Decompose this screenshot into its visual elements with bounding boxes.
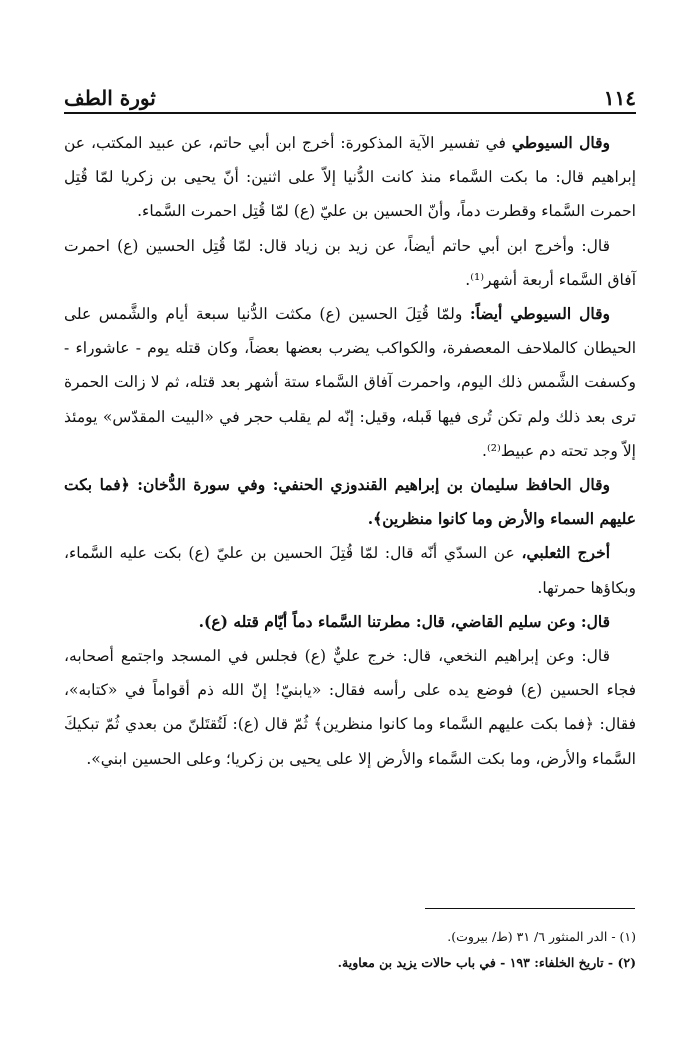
paragraph-text: قال: وأخرج ابن أبي حاتم أيضاً، عن زيد بن زياد قال: لمّا قُتِل الحسين (ع) احمرت آفاق السَّماء أربعة أشهر⁽¹⁾. [64, 236, 636, 289]
page-header [64, 78, 636, 110]
header-rule [64, 112, 636, 114]
footnote-separator [425, 908, 635, 909]
paragraph [64, 229, 636, 297]
footnote: (١) - الدر المنثور ٦/ ٣١ (ط/ بيروت). [447, 929, 636, 944]
paragraph [64, 468, 636, 536]
paragraph-lead: وقال الحافظ سليمان بن إبراهيم القندوزي الحنفي: [272, 475, 610, 495]
paragraph-lead: وقال السيوطي [511, 133, 611, 152]
paragraph-text: ولمّا قُتِلَ الحسين (ع) مكثت الدُّنيا سبعة أيام والشَّمس على الحيطان كالملاحف المعصفرة، والكواكب يضرب بعضها بعضاً، وكان قتله يوم - عاشوراء - وكسفت الشَّمس ذلك اليوم، واحمرت آفاق السَّماء ستة أشهر بعد قتله، ثم لا زالت الحمرة ترى بعد ذلك ولم تكن تُرى فيها قَبله، وقيل: إنّه لم يقلب حجر في «البيت المقدّس» يومئذ إلاّ وجد تحته دم عبيط⁽²⁾. [64, 305, 636, 460]
paragraph [64, 297, 636, 468]
running-title: ثورة الطف [64, 86, 156, 110]
paragraph-lead: أخرج الثعلبي، [521, 543, 610, 563]
paragraph-text: قال: وعن إبراهيم النخعي، قال: خرج عليٌّ (ع) فجلس في المسجد واجتمع أصحابه، فجاء الحسين (ع) فوضع يده على رأسه فقال: «يابنيّ! إنّ الله ذم أقواماً في «كتابه»، فقال: ﴿فما بكت عليهم السَّماء وما كانوا منظرين﴾ ثُمّ قال (ع): لَتُقتَلنّ من بعدي ثُمّ تبكيكَ السَّماء والأرض، وما بكت السَّماء والأرض إلا على يحيى بن زكريا؛ وعلى الحسين ابني». [64, 647, 636, 768]
paragraph-text: وفي سورة الدُّخان: ﴿فما بكت عليهم السماء والأرض وما كانوا منظرين﴾. [64, 475, 636, 529]
footnotes [64, 924, 636, 976]
paragraph-text: قال: وعن سليم القاضي، قال: مطرتنا السَّماء دماً أيّام قتله (ع). [198, 611, 610, 631]
page-number: ١١٤ [603, 86, 636, 110]
body-text [64, 126, 636, 776]
paragraph-text: عن السدّي أنّه قال: لمّا قُتِلَ الحسين بن عليّ (ع) بكت عليه السَّماء، وبكاؤها حمرتها. [64, 544, 636, 597]
paragraph [64, 126, 636, 229]
paragraph [64, 605, 636, 639]
paragraph-lead: وقال السيوطي أيضاً: [469, 304, 610, 324]
footnote: (٢) - تاريخ الخلفاء: ١٩٣ - في باب حالات يزيد بن معاوية. [337, 955, 636, 970]
paragraph [64, 639, 636, 776]
paragraph-text: في تفسير الآية المذكورة: أخرج ابن أبي حاتم، عن عبيد المكتب، عن إبراهيم قال: ما بكت السَّماء منذ كانت الدُّنيا إلاّ على اثنين: أنّ يحيى بن زكريا لمّا قُتِل احمرت السَّماء وقطرت دماً، وأنّ الحسين بن عليّ (ع) لمّا قُتِل احمرت السَّماء. [64, 134, 636, 221]
paragraph [64, 536, 636, 604]
